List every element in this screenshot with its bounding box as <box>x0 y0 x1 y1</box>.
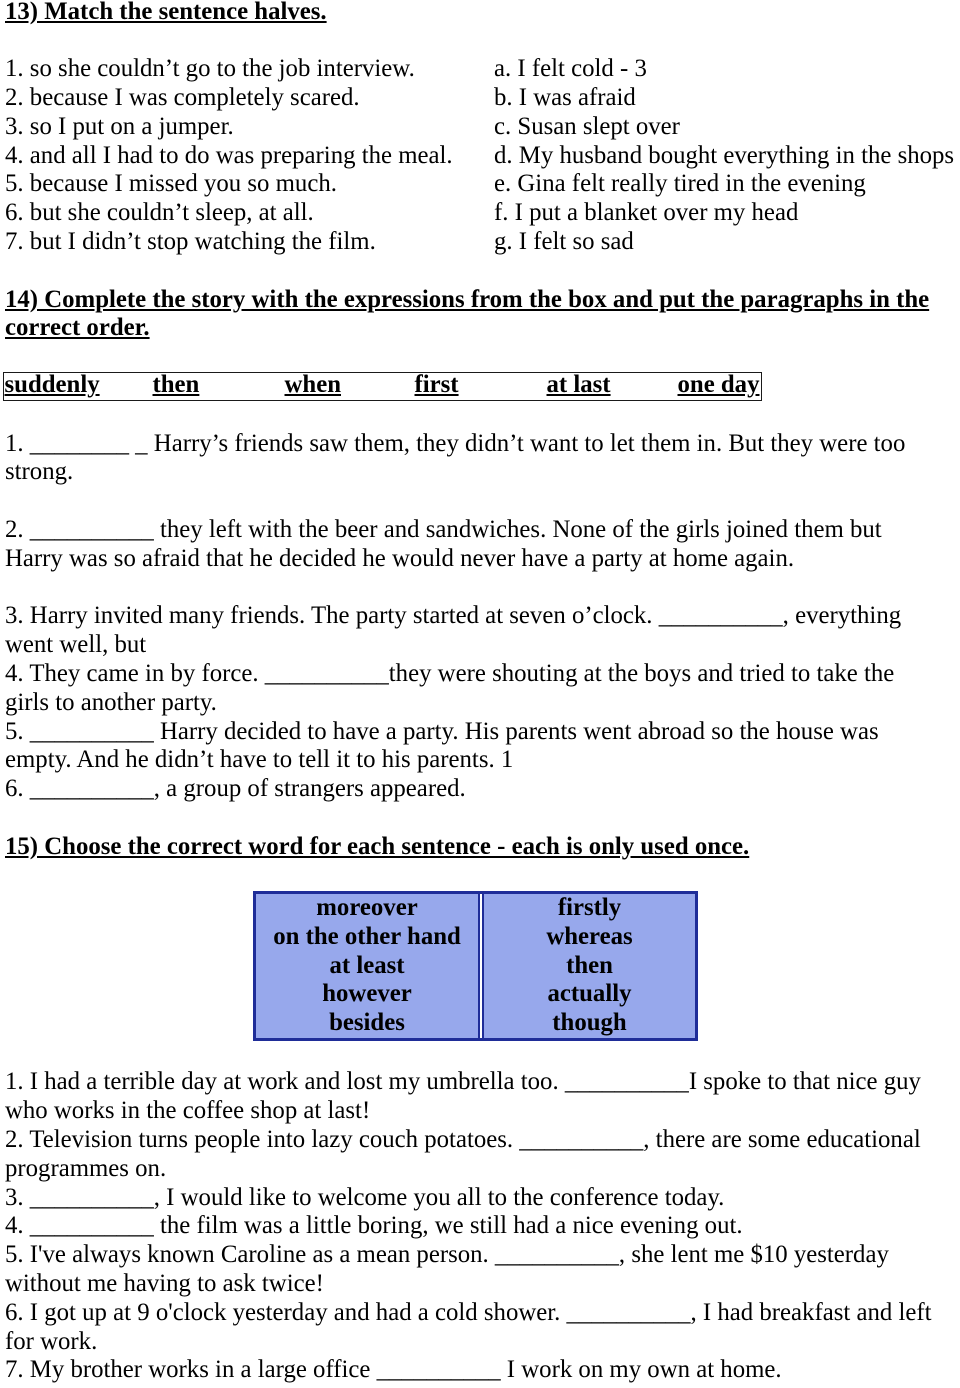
linker-word: on the other hand <box>273 922 461 950</box>
linker-word: firstly <box>557 893 622 921</box>
linker-column-left <box>256 894 480 1038</box>
linker-column-right <box>482 894 695 1038</box>
linker-word: then <box>566 951 613 979</box>
first-half-item: 5. because I missed you so much. <box>5 170 337 198</box>
second-half-item: d. My husband bought everything in the shops <box>494 141 955 169</box>
linker-word: though <box>552 1009 627 1037</box>
linker-word: besides <box>329 1009 405 1037</box>
exercise-13 <box>5 0 958 257</box>
exercise-13-heading: 13) Match the sentence halves. <box>5 0 327 25</box>
story-paragraph <box>5 718 958 776</box>
exercise-15 <box>5 833 958 1386</box>
second-half-item: e. Gina felt really tired in the evening <box>494 170 866 198</box>
sentence <box>5 1299 958 1357</box>
first-half-item: 4. and all I had to do was preparing the meal. <box>5 141 453 169</box>
second-half-item: f. I put a blanket over my head <box>494 199 799 227</box>
linker-word-table <box>253 891 698 1041</box>
paragraph-line: went well, but <box>5 631 147 659</box>
word-box-word: at last <box>546 371 611 399</box>
second-half-item: g. I felt so sad <box>494 227 634 255</box>
sentence-line: for work. <box>5 1327 98 1355</box>
story-paragraph <box>5 775 958 804</box>
linker-word: whereas <box>546 922 633 950</box>
sentence <box>5 1068 958 1126</box>
paragraph-line: empty. And he didn’t have to tell it to his parents. 1 <box>5 746 514 774</box>
sentence-line: 2. Television turns people into lazy couch potatoes. __________, there are some educational <box>5 1126 921 1154</box>
first-half-item: 1. so she couldn’t go to the job interview. <box>5 55 415 83</box>
match-second-halves <box>494 55 958 257</box>
sentence-line: 3. __________, I would like to welcome you all to the conference today. <box>5 1183 725 1211</box>
linker-word: moreover <box>316 893 418 921</box>
sentence-line: who works in the coffee shop at last! <box>5 1097 371 1125</box>
word-box-word: first <box>414 371 459 399</box>
paragraph-line: Harry was so afraid that he decided he would never have a party at home again. <box>5 544 795 572</box>
paragraph-line: 5. __________ Harry decided to have a party. His parents went abroad so the house was <box>5 717 879 745</box>
paragraph-line: 6. __________, a group of strangers appeared. <box>5 775 466 803</box>
first-half-item: 7. but I didn’t stop watching the film. <box>5 227 376 255</box>
paragraph-line: girls to another party. <box>5 688 217 716</box>
sentence-line: without me having to ask twice! <box>5 1270 324 1298</box>
word-box-word: one day <box>677 371 760 399</box>
sentence-line: 5. I've always known Caroline as a mean person. __________, she lent me $10 yesterday <box>5 1241 889 1269</box>
match-first-halves <box>5 55 494 257</box>
linker-word: however <box>322 980 412 1008</box>
sentence-line: 1. I had a terrible day at work and lost my umbrella too. __________I spoke to that nice guy <box>5 1068 921 1096</box>
worksheet-page <box>5 0 958 1385</box>
first-half-item: 2. because I was completely scared. <box>5 84 360 111</box>
first-half-item: 3. so I put on a jumper. <box>5 112 234 140</box>
paragraph-line: 3. Harry invited many friends. The party started at seven o’clock. __________, everything <box>5 602 902 630</box>
exercise-15-heading: 15) Choose the correct word for each sentence - each is only used once. <box>5 832 750 860</box>
sentence-line: 7. My brother works in a large office __________ I work on my own at home. <box>5 1356 782 1384</box>
exercise-14-heading <box>5 286 958 344</box>
linker-word: at least <box>329 951 405 979</box>
paragraph-line: 4. They came in by force. __________they were shouting at the boys and tried to take the <box>5 659 895 687</box>
sentence <box>5 1184 958 1213</box>
word-box-word: when <box>284 371 341 399</box>
story-paragraph <box>5 660 958 718</box>
linker-word: actually <box>547 980 632 1008</box>
expression-word-box <box>3 372 762 401</box>
word-box-word: then <box>152 371 200 399</box>
exercise-14 <box>5 286 958 804</box>
sentence-list <box>5 1068 958 1385</box>
heading-line: 14) Complete the story with the expressions from the box and put the paragraphs in the <box>5 285 930 313</box>
sentence-line: 6. I got up at 9 o'clock yesterday and had a cold shower. __________, I had breakfast and left <box>5 1298 932 1326</box>
second-half-item: b. I was afraid <box>494 84 636 111</box>
second-half-item: c. Susan slept over <box>494 112 680 140</box>
sentence-line: 4. __________ the film was a little boring, we still had a nice evening out. <box>5 1212 743 1240</box>
paragraph-line: 2. __________ they left with the beer and sandwiches. None of the girls joined them but <box>5 515 882 543</box>
sentence <box>5 1356 958 1385</box>
heading-line: correct order. <box>5 314 150 342</box>
sentence-line: programmes on. <box>5 1154 167 1182</box>
word-box-word: suddenly <box>4 371 100 399</box>
sentence <box>5 1241 958 1299</box>
story-paragraph <box>5 430 958 488</box>
story-paragraph <box>5 516 958 574</box>
sentence <box>5 1126 958 1184</box>
sentence <box>5 1212 958 1241</box>
story-paragraph <box>5 602 958 660</box>
first-half-item: 6. but she couldn’t sleep, at all. <box>5 199 314 227</box>
paragraph-line: strong. <box>5 458 74 486</box>
second-half-item: a. I felt cold - 3 <box>494 55 647 83</box>
paragraph-line: 1. ________ _ Harry’s friends saw them, they didn’t want to let them in. But they were too <box>5 429 906 457</box>
match-lists <box>5 55 958 257</box>
